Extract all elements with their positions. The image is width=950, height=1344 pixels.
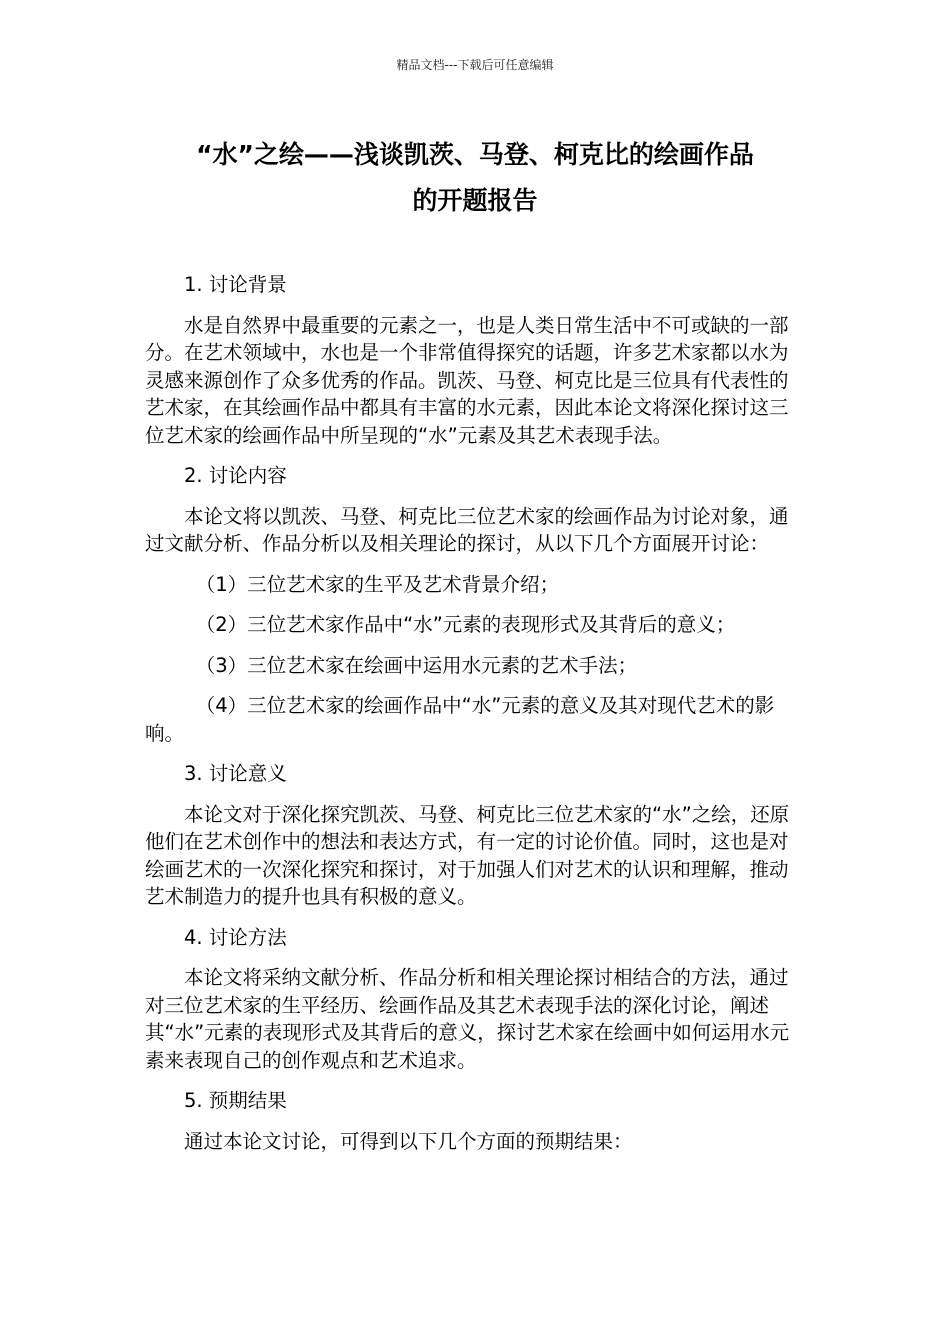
paragraph-significance: 本论文对于深化探究凯茨、马登、柯克比三位艺术家的“水”之绘，还原他们在艺术创作中的想法和表达方式，有一定的讨论价值。同时，这也是对绘画艺术的一次深化探究和探讨，对于加强人们对艺术的认识和理解，推动艺术制造力的提升也具有积极的意义。 [145,802,790,908]
section-heading-content: 2. 讨论内容 [184,464,287,487]
list-item-1: （1）三位艺术家的生平及艺术背景介绍； [195,572,560,596]
list-item-2: （2）三位艺术家作品中“水”元素的表现形式及其背后的意义； [195,613,736,636]
section-heading-results: 5. 预期结果 [184,1089,287,1112]
paragraph-content-intro: 本论文将以凯茨、马登、柯克比三位艺术家的绘画作品为讨论对象，通过文献分析、作品分析以及相关理论的探讨，从以下几个方面展开讨论： [145,504,789,555]
document-title [120,132,830,224]
section-heading-background: 1. 讨论背景 [184,273,287,296]
header-note: 精品文档---下载后可任意编辑 [396,58,554,72]
section-heading-significance: 3. 讨论意义 [184,762,287,785]
paragraph-method: 本论文将采纳文献分析、作品分析和相关理论探讨相结合的方法，通过对三位艺术家的生平经历、绘画作品及其艺术表现手法的深化讨论，阐述其“水”元素的表现形式及其背后的意义，探讨艺术家在绘画中如何运用水元素来表现自己的创作观点和艺术追求。 [145,966,790,1072]
section-heading-method: 4. 讨论方法 [184,925,287,949]
paragraph-background: 水是自然界中最重要的元素之一，也是人类日常生活中不可或缺的一部分。在艺术领域中，水也是一个非常值得探究的话题，许多艺术家都以水为灵感来源创作了众多优秀的作品。凯茨、马登、柯克比是三位具有代表性的艺术家，在其绘画作品中都具有丰富的水元素，因此本论文将深化探讨这三位艺术家的绘画作品中所呈现的“水”元素及其艺术表现手法。 [145,313,789,447]
title-line-1: “水”之绘——浅谈凯茨、马登、柯克比的绘画作品 [196,140,754,169]
paragraph-results: 通过本论文讨论，可得到以下几个方面的预期结果： [184,1129,633,1153]
list-item-4: （4）三位艺术家的绘画作品中“水”元素的意义及其对现代艺术的影响。 [145,694,775,745]
document-body [145,271,805,1168]
list-item-3: （3）三位艺术家在绘画中运用水元素的艺术手法； [195,653,638,677]
title-line-2: 的开题报告 [412,186,538,215]
